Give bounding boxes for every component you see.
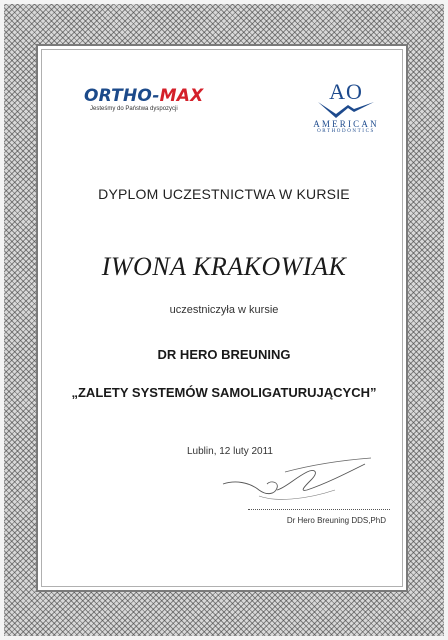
ao-subtitle: ORTHODONTICS [317,129,375,134]
ortho-max-brand [84,86,204,106]
ortho-max-brand-part1: ORTHO- [84,86,160,106]
ortho-max-tagline: Jesteśmy do Państwa dyspozycji [90,106,178,112]
lecturer-name: DR HERO BREUNING [157,347,291,362]
signature-line [248,509,390,510]
ortho-max-logo [84,86,204,112]
ao-emblem-icon [314,78,378,118]
place-and-date: Lublin, 12 luty 2011 [187,446,273,457]
ao-mark: AO [329,79,363,104]
recipient-name: IWONA KRAKOWIAK [101,252,347,281]
certificate-title: DYPLOM UCZESTNICTWA W KURSIE [98,186,350,202]
participated-text: uczestniczyła w kursie [169,304,279,316]
american-orthodontics-logo [298,78,394,134]
ao-name: AMERICAN [313,119,379,129]
ortho-max-brand-part2: MAX [159,86,204,106]
course-name: „ZALETY SYSTEMÓW SAMOLIGATURUJĄCYCH” [71,385,377,400]
signer-name: Dr Hero Breuning DDS,PhD [286,516,386,525]
handwritten-signature [215,454,375,510]
